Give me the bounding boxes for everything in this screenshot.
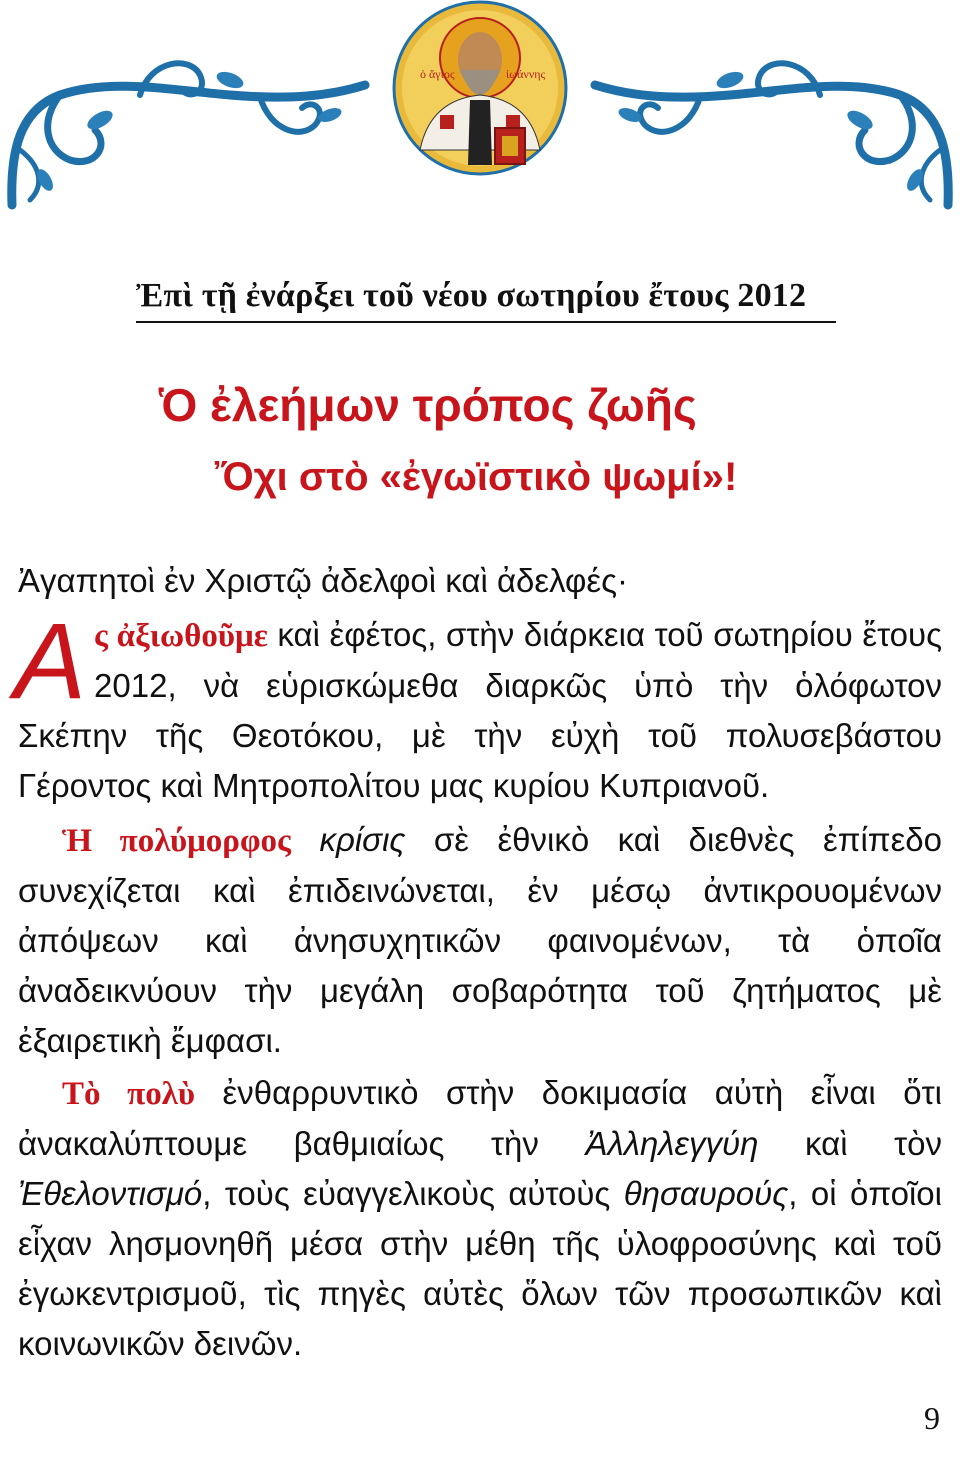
right-scroll-ornament xyxy=(595,63,948,205)
left-scroll-ornament xyxy=(12,63,365,205)
drop-cap: Α xyxy=(14,600,87,721)
paragraph-3-italic-3: θησαυρούς xyxy=(623,1175,789,1212)
article-title: Ὁ ἐλεήμων τρόπος ζωῆς xyxy=(159,379,697,431)
paragraph-2-text: σὲ ἐθνικὸ καὶ διεθνὲς ἐπίπεδο συνεχίζεται καὶ ἐπιδεινώνεται, ἐν μέσῳ ἀντικρουομένων ἀπόψεων καὶ ἀνησυχητικῶν φαινομένων, τὰ ὁποῖα ἀναδεικνύουν τὴν μεγάλη σοβαρότητα τοῦ ζητήματος μὲ ἐξαιρετικὴ ἔμφασι. xyxy=(18,821,943,1059)
paragraph-3-lead: Τὸ πολὺ xyxy=(62,1076,196,1112)
paragraph-3-text-4: , οἱ ὁποῖοι εἶχαν λησμονηθῆ μέσα στὴν μέθη τῆς ὑλοφροσύνης καὶ τοῦ ἐγωκεντρισμοῦ, τὶς πηγὲς αὐτὲς ὅλων τῶν προσωπικῶν καὶ κοινωνικῶν δεινῶν. xyxy=(18,1175,942,1362)
paragraph-2-italic: κρίσις xyxy=(319,821,406,858)
paragraph-1 xyxy=(14,600,942,811)
greeting: Ἀγαπητοὶ ἐν Χριστῷ ἀδελφοὶ καὶ ἀδελφές· xyxy=(18,562,629,599)
paragraph-3-text-2: καὶ τὸν xyxy=(758,1125,942,1162)
paragraph-3-italic-2: Ἐθελοντισμό xyxy=(18,1175,203,1212)
paragraph-3-text-3: , τοὺς εὐαγγελικοὺς αὐτοὺς xyxy=(202,1175,624,1212)
icon-inscription-right: ἰωάννης xyxy=(506,67,546,81)
page-number: 9 xyxy=(924,1400,940,1436)
paragraph-3-text-1: ἐνθαρρυντικὸ στὴν δοκιμασία αὐτὴ εἶναι ὅτι ἀνακαλύπτουμε βαθμιαίως τὴν xyxy=(18,1074,942,1162)
occasion-heading: Ἐπὶ τῇ ἐνάρξει τοῦ νέου σωτηρίου ἔτους 2012 xyxy=(136,277,836,323)
paragraph-3-italic-1: Ἀλληλεγγύη xyxy=(585,1125,759,1162)
paragraph-3 xyxy=(18,1068,942,1369)
icon-inscription-left: ὁ ἅγιος xyxy=(420,67,455,81)
paragraph-2 xyxy=(18,815,942,1066)
paragraph-1-text: καὶ ἐφέτος, στὴν διάρκεια τοῦ σωτηρίου ἔτους 2012, νὰ εὑρισκώμεθα διαρκῶς ὑπὸ τὴν ὁλόφωτον Σκέπην τῆς Θεοτόκου, μὲ τὴν εὐχὴ τοῦ πολυσεβάστου Γέροντος καὶ Μητροπολίτου μας κυρίου Κυπριανοῦ. xyxy=(18,616,942,804)
paragraph-1-lead: ς ἀξιωθοῦμε xyxy=(94,618,268,654)
header-ornament xyxy=(0,0,960,220)
saint-icon-medallion xyxy=(394,2,566,174)
article-subtitle: Ὄχι στὸ «ἐγωϊστικὸ ψωμί»! xyxy=(214,455,738,499)
paragraph-2-lead: Ἡ πολύμορφος xyxy=(62,823,291,859)
